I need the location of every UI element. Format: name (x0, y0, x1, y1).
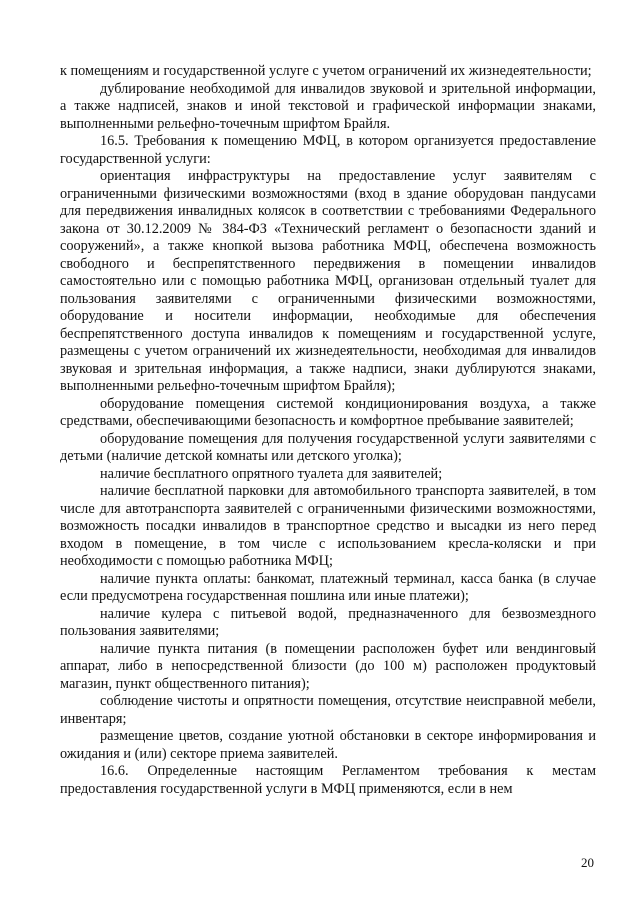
paragraph: наличие кулера с питьевой водой, предназначенного для безвозмездного пользования заявителями; (60, 605, 596, 639)
paragraph: 16.5. Требования к помещению МФЦ, в котором организуется предоставление государственной услуги: (60, 133, 596, 167)
paragraph: соблюдение чистоты и опрятности помещения, отсутствие неисправной мебели, инвентаря; (60, 693, 596, 727)
paragraph: размещение цветов, создание уютной обстановки в секторе информирования и ожидания и (или) секторе приема заявителей. (60, 728, 596, 762)
paragraph: наличие пункта питания (в помещении расположен буфет или вендинговый аппарат, либо в непосредственной близости (до 100 м) расположен продуктовый магазин, пункт общественного питания); (60, 640, 596, 692)
paragraph: оборудование помещения для получения государственной услуги заявителями с детьми (наличие детской комнаты или детского уголка); (60, 430, 596, 464)
paragraph: к помещениям и государственной услуге с учетом ограничений их жизнедеятельности; (60, 63, 592, 79)
paragraph: наличие пункта оплаты: банкомат, платежный терминал, касса банка (в случае если предусмотрена государственная пошлина или иные платежи); (60, 570, 596, 604)
paragraph: дублирование необходимой для инвалидов звуковой и зрительной информации, а также надписей, знаков и иной текстовой и графической информации знаками, выполненными рельефно-точечным шрифтом Брайля. (60, 80, 596, 132)
paragraph: наличие бесплатной парковки для автомобильного транспорта заявителей, в том числе для автотранспорта заявителей с ограниченными физическими возможностями, возможность посадки инвалидов в транспортное средство и высадки из него перед входом в помещение, в том числе с использованием кресла-коляски и при необходимости с помощью работника МФЦ; (60, 483, 596, 569)
page-number: 20 (581, 855, 594, 870)
document-body (60, 63, 596, 798)
paragraph: оборудование помещения системой кондиционирования воздуха, а также средствами, обеспечивающими безопасность и комфортное пребывание заявителей; (60, 395, 596, 429)
paragraph: ориентация инфраструктуры на предоставление услуг заявителям с ограниченными физическими возможностями (вход в здание оборудован пандусами для передвижения инвалидных колясок в соответствии с требованиями Федерального закона от 30.12.2009 № 384-ФЗ «Технический регламент о безопасности зданий и сооружений», а также кнопкой вызова работника МФЦ, обеспечена возможность свободного и беспрепятственного передвижения в помещении инвалидов самостоятельно или с помощью работника МФЦ, организован отдельный туалет для пользования заявителями с ограниченными физическими возможностями, оборудование и носители информации, необходимые для обеспечения беспрепятственного доступа инвалидов к помещениям и государственной услуге, размещены с учетом ограничений их жизнедеятельности, необходимая для инвалидов звуковая и зрительная информация, а также надписи, знаки дублируются знаками, выполненными рельефно-точечным шрифтом Брайля); (60, 168, 596, 394)
paragraph: наличие бесплатного опрятного туалета для заявителей; (100, 465, 443, 482)
paragraph: 16.6. Определенные настоящим Регламентом требования к местам предоставления государственной услуги в МФЦ применяются, если в нем (60, 763, 596, 797)
